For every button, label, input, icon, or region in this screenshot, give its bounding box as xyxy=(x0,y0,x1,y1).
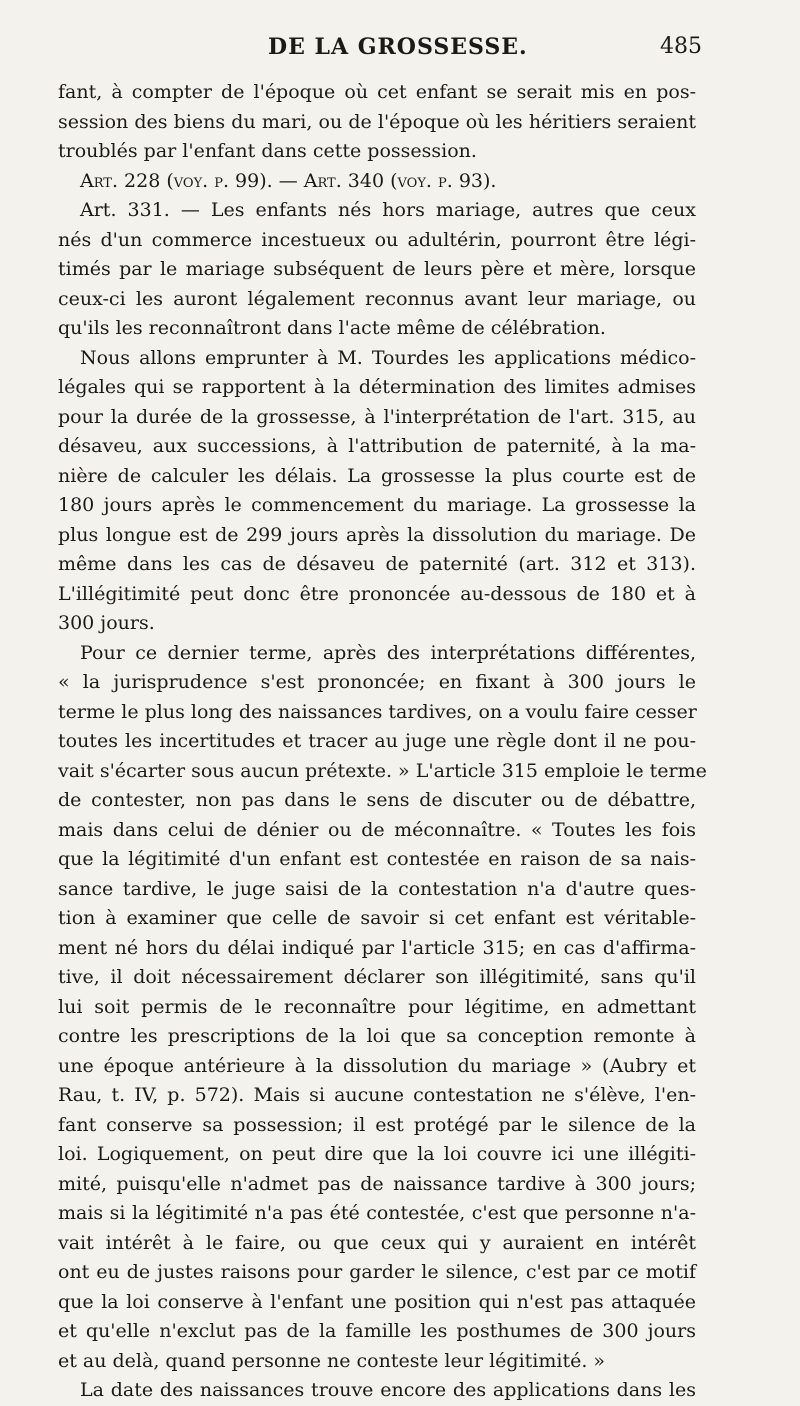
text-line: timés par le mariage subséquent de leurs père et mère, lorsque xyxy=(58,258,696,280)
text-line: terme le plus long des naissances tardives, on a voulu faire cesser xyxy=(58,700,697,723)
paragraph-start-line: Pour ce dernier terme, après des interprétations différentes, xyxy=(80,641,696,664)
text-line: loi. Logiquement, on peut dire que la loi couvre ici une illégiti- xyxy=(58,1143,696,1165)
text-line: que la légitimité d'un enfant est contestée en raison de sa nais- xyxy=(58,848,696,870)
page-number: 485 xyxy=(660,34,702,59)
text-line: désaveu, aux successions, à l'attribution de paternité, à la ma- xyxy=(58,435,696,457)
text-line: et qu'elle n'exclut pas de la famille les posthumes de 300 jours xyxy=(58,1320,696,1342)
text-line: nière de calculer les délais. La grossesse la plus courte est de xyxy=(58,464,696,487)
article-ref-line: Art. 228 (voy. p. 99). — Art. 340 (voy. p. 93). xyxy=(80,169,497,192)
text-line: même dans les cas de désaveu de paternité (art. 312 et 313). xyxy=(58,553,696,575)
text-line: vait intérêt à le faire, ou que ceux qui y auraient en intérêt xyxy=(58,1231,696,1254)
text-line: 300 jours. xyxy=(58,612,155,634)
text-line: fant conserve sa possession; il est protégé par le silence de la xyxy=(58,1113,696,1136)
text-line: 180 jours après le commencement du mariage. La grossesse la xyxy=(58,494,696,516)
text-line: légales qui se rapportent à la détermination des limites admises xyxy=(58,376,696,398)
text-line: nés d'un commerce incestueux ou adultérin, pourront être légi- xyxy=(58,228,696,251)
text-line: « la jurisprudence s'est prononcée; en fixant à 300 jours le xyxy=(58,671,696,693)
text-line: de contester, non pas dans le sens de discuter ou de débattre, xyxy=(58,789,696,811)
text-line: troublés par l'enfant dans cette possession. xyxy=(58,140,477,162)
text-line: mité, puisqu'elle n'admet pas de naissance tardive à 300 jours; xyxy=(58,1172,696,1195)
text-line: pour la durée de la grossesse, à l'interprétation de l'art. 315, au xyxy=(58,405,696,428)
text-line: ment né hors du délai indiqué par l'article 315; en cas d'affirma- xyxy=(58,936,696,959)
text-line: ont eu de justes raisons pour garder le silence, c'est par ce motif xyxy=(58,1261,696,1283)
text-line: plus longue est de 299 jours après la dissolution du mariage. De xyxy=(58,523,696,546)
text-line: ceux-ci les auront légalement reconnus avant leur mariage, ou xyxy=(58,287,696,310)
paragraph-start-line: Nous allons emprunter à M. Tourdes les applications médico- xyxy=(80,346,696,369)
running-header xyxy=(58,34,702,66)
text-line: toutes les incertitudes et tracer au juge une règle dont il ne pou- xyxy=(58,730,696,752)
text-line: mais dans celui de dénier ou de méconnaître. « Toutes les fois xyxy=(58,818,696,841)
article-331-line: Art. 331. — Les enfants nés hors mariage, autres que ceux xyxy=(80,199,696,221)
text-line: Rau, t. IV, p. 572). Mais si aucune contestation ne s'élève, l'en- xyxy=(58,1084,696,1106)
text-line: tive, il doit nécessairement déclarer son illégitimité, sans qu'il xyxy=(58,966,696,988)
text-line: mais si la légitimité n'a pas été contestée, c'est que personne n'a- xyxy=(58,1202,696,1224)
text-line: qu'ils les reconnaîtront dans l'acte même de célébration. xyxy=(58,317,606,339)
text-line: vait s'écarter sous aucun prétexte. » L'article 315 emploie le terme xyxy=(58,759,707,782)
text-line: tion à examiner que celle de savoir si cet enfant est véritable- xyxy=(58,907,696,929)
paragraph-start-line: La date des naissances trouve encore des applications dans les xyxy=(80,1379,696,1401)
text-line: et au delà, quand personne ne conteste leur légitimité. » xyxy=(58,1349,606,1372)
text-line: session des biens du mari, ou de l'époque où les héritiers seraient xyxy=(58,110,696,133)
text-line: fant, à compter de l'époque où cet enfant se serait mis en pos- xyxy=(58,81,696,103)
text-line: que la loi conserve à l'enfant une position qui n'est pas attaquée xyxy=(58,1290,696,1313)
text-line: sance tardive, le juge saisi de la contestation n'a d'autre ques- xyxy=(58,877,696,900)
text-line: lui soit permis de le reconnaître pour légitime, en admettant xyxy=(58,995,696,1018)
text-line: une époque antérieure à la dissolution du mariage » (Aubry et xyxy=(58,1054,696,1077)
text-line: contre les prescriptions de la loi que sa conception remonte à xyxy=(58,1025,696,1047)
body-text xyxy=(58,78,707,1406)
running-title: DE LA GROSSESSE. xyxy=(268,34,528,60)
text-line: L'illégitimité peut donc être prononcée au-dessous de 180 et à xyxy=(58,582,696,605)
